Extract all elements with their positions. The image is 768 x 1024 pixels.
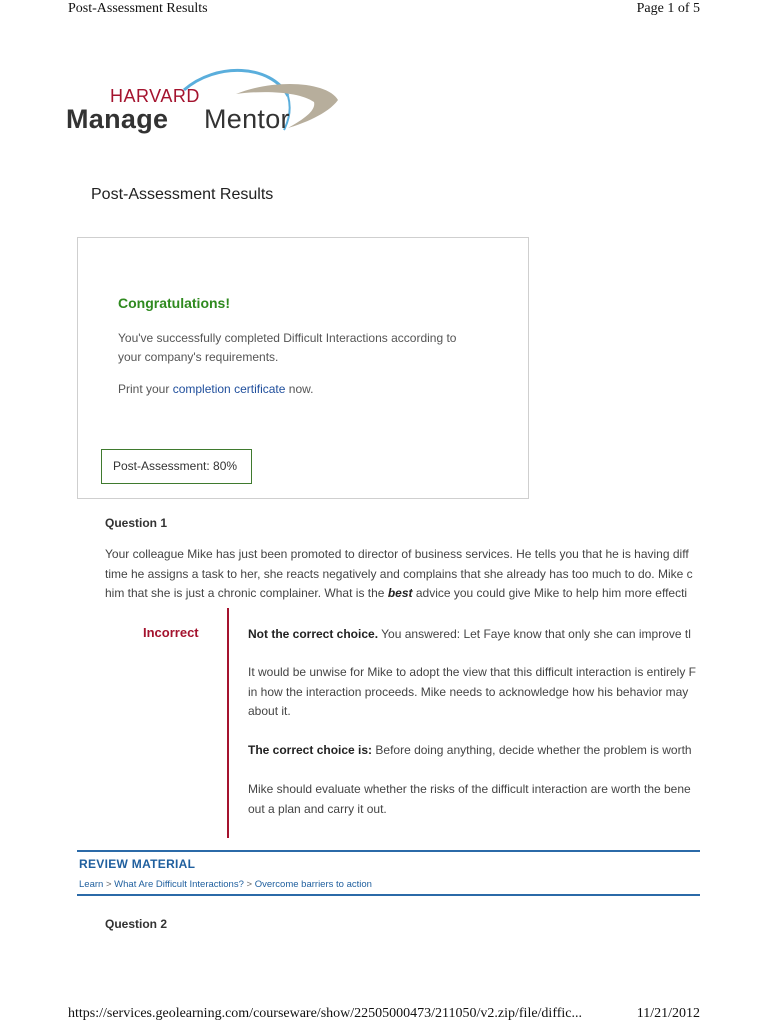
question-1-line1: Your colleague Mike has just been promoted to director of business services. He tells you that he is having diff [105,547,689,561]
page-title: Post-Assessment Results [91,186,274,203]
print-header-page: Page 1 of 5 [636,1,700,16]
print-footer [68,1006,700,1022]
verdict-divider [227,608,229,838]
question-1-line3-suffix: advice you could give Mike to help him more effecti [415,586,688,600]
feedback-explanation [248,663,700,722]
feedback-correct-label: The correct choice is: [248,743,373,757]
harvard-managementor-logo [66,66,346,136]
result-summary-box [77,237,529,499]
print-suffix: now. [288,382,314,396]
breadcrumb-separator: > [105,879,112,890]
feedback-correct-text: Before doing anything, decide whether the problem is worth [375,743,692,757]
print-header [68,0,700,20]
logo-mentor-text: Mentor [204,104,290,134]
congratulations-heading: Congratulations! [118,295,230,311]
completion-message-line2: your company's requirements. [118,350,279,364]
feedback-explanation-line3: about it. [248,704,291,718]
post-assessment-score: Post-Assessment: 80% [101,449,252,484]
print-prefix: Print your [118,382,170,396]
feedback-incorrect-label: Not the correct choice. [248,627,379,641]
breadcrumb-learn-link[interactable]: Learn [79,879,104,890]
completion-message [118,329,478,367]
print-footer-url: https://services.geolearning.com/courseware/show/22505000473/211050/v2.zip/file/diffic... [68,1006,583,1021]
answer-verdict: Incorrect [143,625,199,640]
completion-message-line1: You've successfully completed Difficult Interactions according to [118,331,457,345]
review-material-title: REVIEW MATERIAL [79,857,196,871]
feedback-your-answer-text: You answered: Let Faye know that only she can improve tl [381,627,691,641]
review-breadcrumb [79,879,372,890]
feedback-rationale-line2: out a plan and carry it out. [248,801,387,816]
logo-manage-text: Manage [66,104,169,134]
print-header-title: Post-Assessment Results [68,1,208,16]
feedback-your-answer [248,625,700,645]
breadcrumb-separator: > [246,879,253,890]
question-2-label: Question 2 [105,917,168,931]
print-footer-date: 11/21/2012 [636,1006,700,1021]
breadcrumb-difficult-interactions-link[interactable]: What Are Difficult Interactions? [114,879,244,890]
question-1-line3-prefix: him that she is just a chronic complainer. What is the [105,586,385,600]
feedback-rationale-line1: Mike should evaluate whether the risks of the difficult interaction are worth the bene [248,782,691,796]
review-material-section [77,850,700,896]
feedback-explanation-line2: in how the interaction proceeds. Mike needs to acknowledge how his behavior may [248,684,689,699]
logo-harvard-text: HARVARD [110,86,200,106]
feedback-correct-choice [248,741,700,761]
question-1-text [105,545,700,604]
question-1-line2: time he assigns a task to her, she reacts negatively and complains that she already has too much to do. Mike c [105,566,693,581]
question-1-emphasis: best [387,586,413,600]
breadcrumb-overcome-barriers-link[interactable]: Overcome barriers to action [254,879,372,890]
completion-certificate-link[interactable]: completion certificate [172,382,286,396]
feedback-rationale [248,780,700,819]
feedback-explanation-line1: It would be unwise for Mike to adopt the view that this difficult interaction is entirely F [248,665,696,679]
print-certificate-line [118,382,313,396]
question-1-label: Question 1 [105,516,168,530]
